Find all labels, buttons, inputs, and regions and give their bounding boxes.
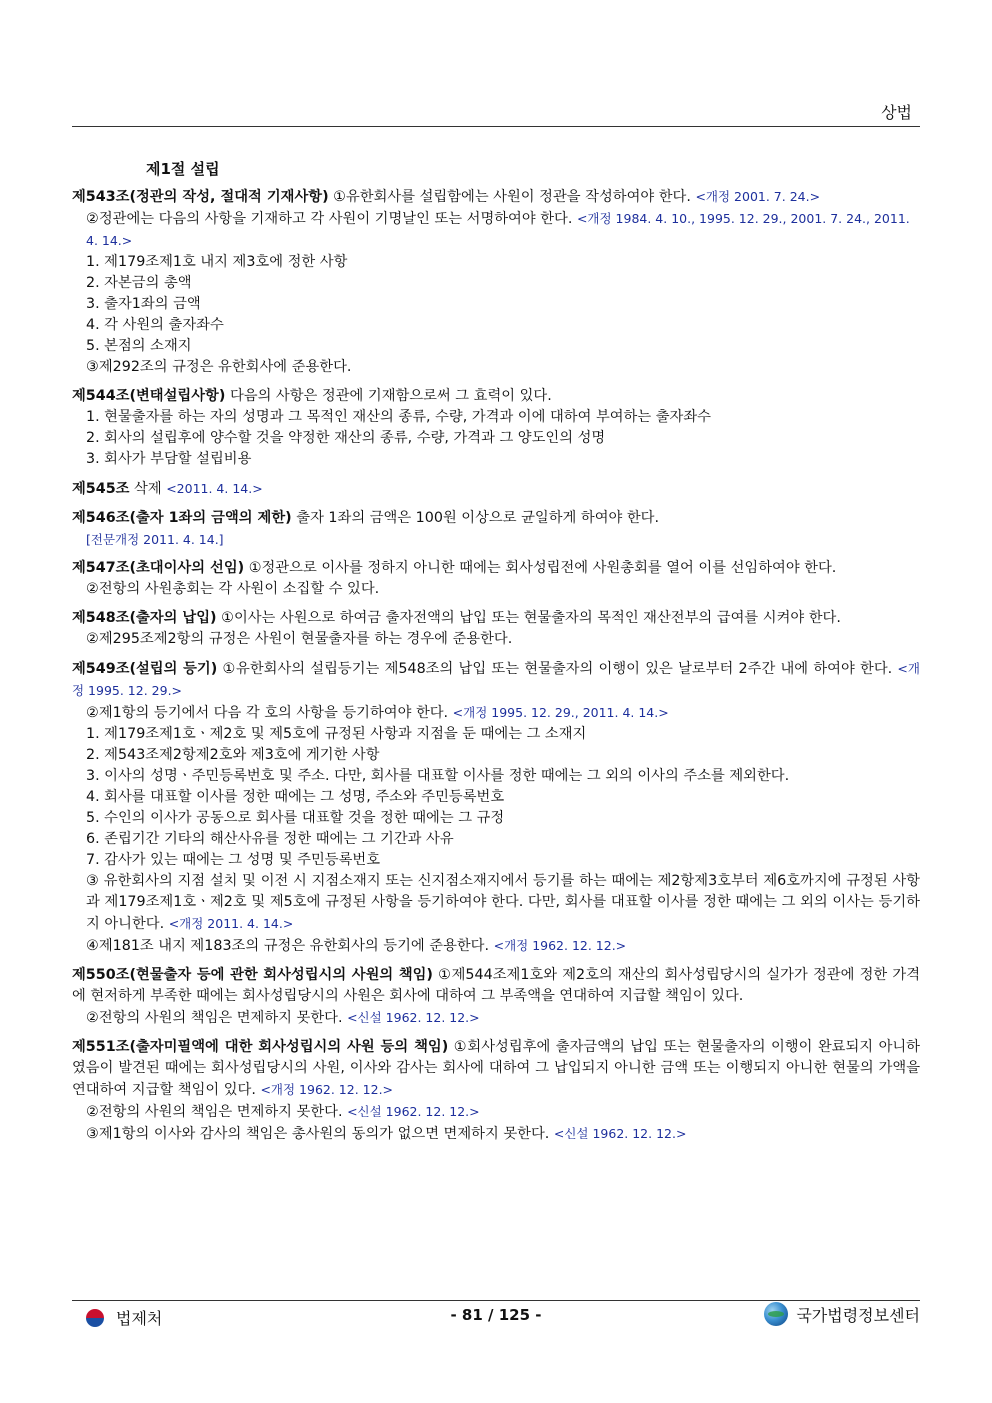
article-551 bbox=[72, 1037, 920, 1145]
law-center-logo-icon bbox=[764, 1302, 788, 1326]
list-item: 1. 현물출자를 하는 자의 성명과 그 목적인 재산의 종류, 수량, 가격과 이에 대하여 부여하는 출자좌수 bbox=[86, 409, 711, 425]
amendment-note: <개정 1962. 12. 12.> bbox=[260, 1082, 394, 1097]
list-item: 2. 제543조제2항제2호와 제3호에 게기한 사항 bbox=[86, 747, 380, 763]
article-heading: 제545조 bbox=[72, 481, 130, 497]
article-heading: 제547조(초대이사의 선임) bbox=[72, 560, 245, 576]
article-text: ①제544조제1호와 제2호의 재산의 회사성립당시의 실가가 정관에 정한 가격에 현저하게 부족한 때에는 회사성립당시의 사원은 회사에 대하여 그 부족액을 연대하여 지급할 책임이 있다. bbox=[72, 967, 921, 1004]
list-item: 3. 출자1좌의 금액 bbox=[86, 296, 201, 312]
paragraph-text: ③제1항의 이사와 감사의 책임은 총사원의 동의가 없으면 면제하지 못한다. bbox=[86, 1126, 554, 1142]
amendment-note: <개정 1995. 12. 29.> bbox=[72, 661, 920, 698]
paragraph-text: ②전항의 사원의 책임은 면제하지 못한다. bbox=[86, 1010, 348, 1026]
list-item: 2. 자본금의 총액 bbox=[86, 275, 192, 291]
amendment-note: <개정 1962. 12. 12.> bbox=[493, 938, 627, 953]
article-heading: 제543조(정관의 작성, 절대적 기재사항) bbox=[72, 189, 329, 205]
amendment-note: <2011. 4. 14.> bbox=[166, 481, 263, 496]
footer-publisher-label: 법제처 bbox=[116, 1309, 163, 1328]
article-heading: 제551조(출자미필액에 대한 회사성립시의 사원 등의 책임) bbox=[72, 1039, 449, 1055]
article-text: 출자 1좌의 금액은 100원 이상으로 균일하게 하여야 한다. bbox=[291, 510, 660, 526]
amendment-note: <개정 2001. 7. 24.> bbox=[695, 189, 821, 204]
article-heading: 제549조(설립의 등기) bbox=[72, 661, 218, 677]
article-heading: 제546조(출자 1좌의 금액의 제한) bbox=[72, 510, 292, 526]
paragraph-text: ②전항의 사원의 책임은 면제하지 못한다. bbox=[86, 1104, 348, 1120]
paragraph-text: ②정관에는 다음의 사항을 기재하고 각 사원이 기명날인 또는 서명하여야 한다. bbox=[86, 211, 577, 227]
revision-note: [전문개정 2011. 4. 14.] bbox=[86, 532, 224, 547]
footer-source-label: 국가법령정보센터 bbox=[796, 1305, 920, 1325]
article-text: 삭제 bbox=[129, 481, 167, 497]
paragraph-text: ③제292조의 규정은 유한회사에 준용한다. bbox=[86, 359, 352, 375]
amendment-note: <개정 2011. 4. 14.> bbox=[168, 916, 294, 931]
footer-divider bbox=[72, 1300, 920, 1301]
article-547 bbox=[72, 558, 920, 600]
list-item: 6. 존립기간 기타의 해산사유를 정한 때에는 그 기간과 사유 bbox=[86, 831, 454, 847]
page-number: - 81 / 125 - bbox=[450, 1306, 542, 1324]
article-548 bbox=[72, 608, 920, 650]
list-item: 4. 각 사원의 출자좌수 bbox=[86, 317, 224, 333]
amendment-note: <개정 1995. 12. 29., 2011. 4. 14.> bbox=[452, 705, 669, 720]
footer-source bbox=[764, 1302, 920, 1326]
document-body bbox=[72, 186, 920, 1153]
list-item: 7. 감사가 있는 때에는 그 성명 및 주민등록번호 bbox=[86, 852, 381, 868]
article-text: ①이사는 사원으로 하여금 출자전액의 납입 또는 현물출자의 목적인 재산전부의 급여를 시켜야 한다. bbox=[216, 610, 841, 626]
article-550 bbox=[72, 965, 920, 1029]
article-heading: 제548조(출자의 납입) bbox=[72, 610, 217, 626]
article-546 bbox=[72, 508, 920, 550]
paragraph-text: ②제295조제2항의 규정은 사원이 현물출자를 하는 경우에 준용한다. bbox=[86, 631, 513, 647]
article-544 bbox=[72, 386, 920, 470]
article-545 bbox=[72, 478, 920, 500]
article-549 bbox=[72, 658, 920, 957]
article-text: ①유한회사를 설립함에는 사원이 정관을 작성하여야 한다. bbox=[328, 189, 696, 205]
list-item: 3. 회사가 부담할 설립비용 bbox=[86, 451, 252, 467]
list-item: 4. 회사를 대표할 이사를 정한 때에는 그 성명, 주소와 주민등록번호 bbox=[86, 789, 505, 805]
list-item: 3. 이사의 성명ㆍ주민등록번호 및 주소. 다만, 회사를 대표할 이사를 정한 때에는 그 외의 이사의 주소를 제외한다. bbox=[86, 768, 790, 784]
section-title: 제1절 설립 bbox=[146, 160, 220, 178]
list-item: 1. 제179조제1호ㆍ제2호 및 제5호에 규정된 사항과 지점을 둔 때에는 그 소재지 bbox=[86, 726, 587, 742]
list-item: 2. 회사의 설립후에 양수할 것을 약정한 재산의 종류, 수량, 가격과 그 양도인의 성명 bbox=[86, 430, 606, 446]
list-item: 1. 제179조제1호 내지 제3호에 정한 사항 bbox=[86, 254, 348, 270]
list-item: 5. 본점의 소재지 bbox=[86, 338, 192, 354]
header-title: 상법 bbox=[881, 103, 912, 122]
paragraph-text: ②제1항의 등기에서 다음 각 호의 사항을 등기하여야 한다. bbox=[86, 705, 453, 721]
amendment-note: <신설 1962. 12. 12.> bbox=[553, 1126, 687, 1141]
paragraph-text: ②전항의 사원총회는 각 사원이 소집할 수 있다. bbox=[86, 581, 380, 597]
paragraph-text: ③ 유한회사의 지점 설치 및 이전 시 지점소재지 또는 신지점소재지에서 등기를 하는 때에는 제2항제3호부터 제6호까지에 규정된 사항과 제179조제1호ㆍ제2호 및 제5호에 규정된 사항을 등기하여야 한다. 다만, 회사를 대표할 이사를 정한 때에는 그 외의 이사는 등기하지 아니한다. bbox=[86, 873, 920, 932]
article-text: 다음의 사항은 정관에 기재함으로써 그 효력이 있다. bbox=[225, 388, 552, 404]
article-text: ①유한회사의 설립등기는 제548조의 납입 또는 현물출자의 이행이 있은 날로부터 2주간 내에 하여야 한다. bbox=[217, 661, 898, 677]
article-heading: 제544조(변태설립사항) bbox=[72, 388, 226, 404]
amendment-note: <신설 1962. 12. 12.> bbox=[347, 1104, 480, 1119]
article-text: ①회사성립후에 출자금액의 납입 또는 현물출자의 이행이 완료되지 아니하였음이 발견된 때에는 회사성립당시의 사원, 이사와 감사는 회사에 대하여 그 납입되지 아니한 금액 또는 이행되지 아니한 현물의 가액을 연대하여 지급할 책임이 있다. bbox=[72, 1039, 920, 1098]
article-heading: 제550조(현물출자 등에 관한 회사성립시의 사원의 책임) bbox=[72, 967, 433, 983]
article-text: ①정관으로 이사를 정하지 아니한 때에는 회사성립전에 사원총회를 열어 이를 선임하여야 한다. bbox=[244, 560, 837, 576]
paragraph-text: ④제181조 내지 제183조의 규정은 유한회사의 등기에 준용한다. bbox=[86, 938, 494, 954]
list-item: 5. 수인의 이사가 공동으로 회사를 대표할 것을 정한 때에는 그 규정 bbox=[86, 810, 505, 826]
header-divider bbox=[72, 126, 920, 127]
amendment-note: <개정 1984. 4. 10., 1995. 12. 29., 2001. 7. 24., 2011. 4. 14.> bbox=[86, 211, 910, 248]
article-543 bbox=[72, 186, 920, 378]
amendment-note: <신설 1962. 12. 12.> bbox=[347, 1010, 480, 1025]
